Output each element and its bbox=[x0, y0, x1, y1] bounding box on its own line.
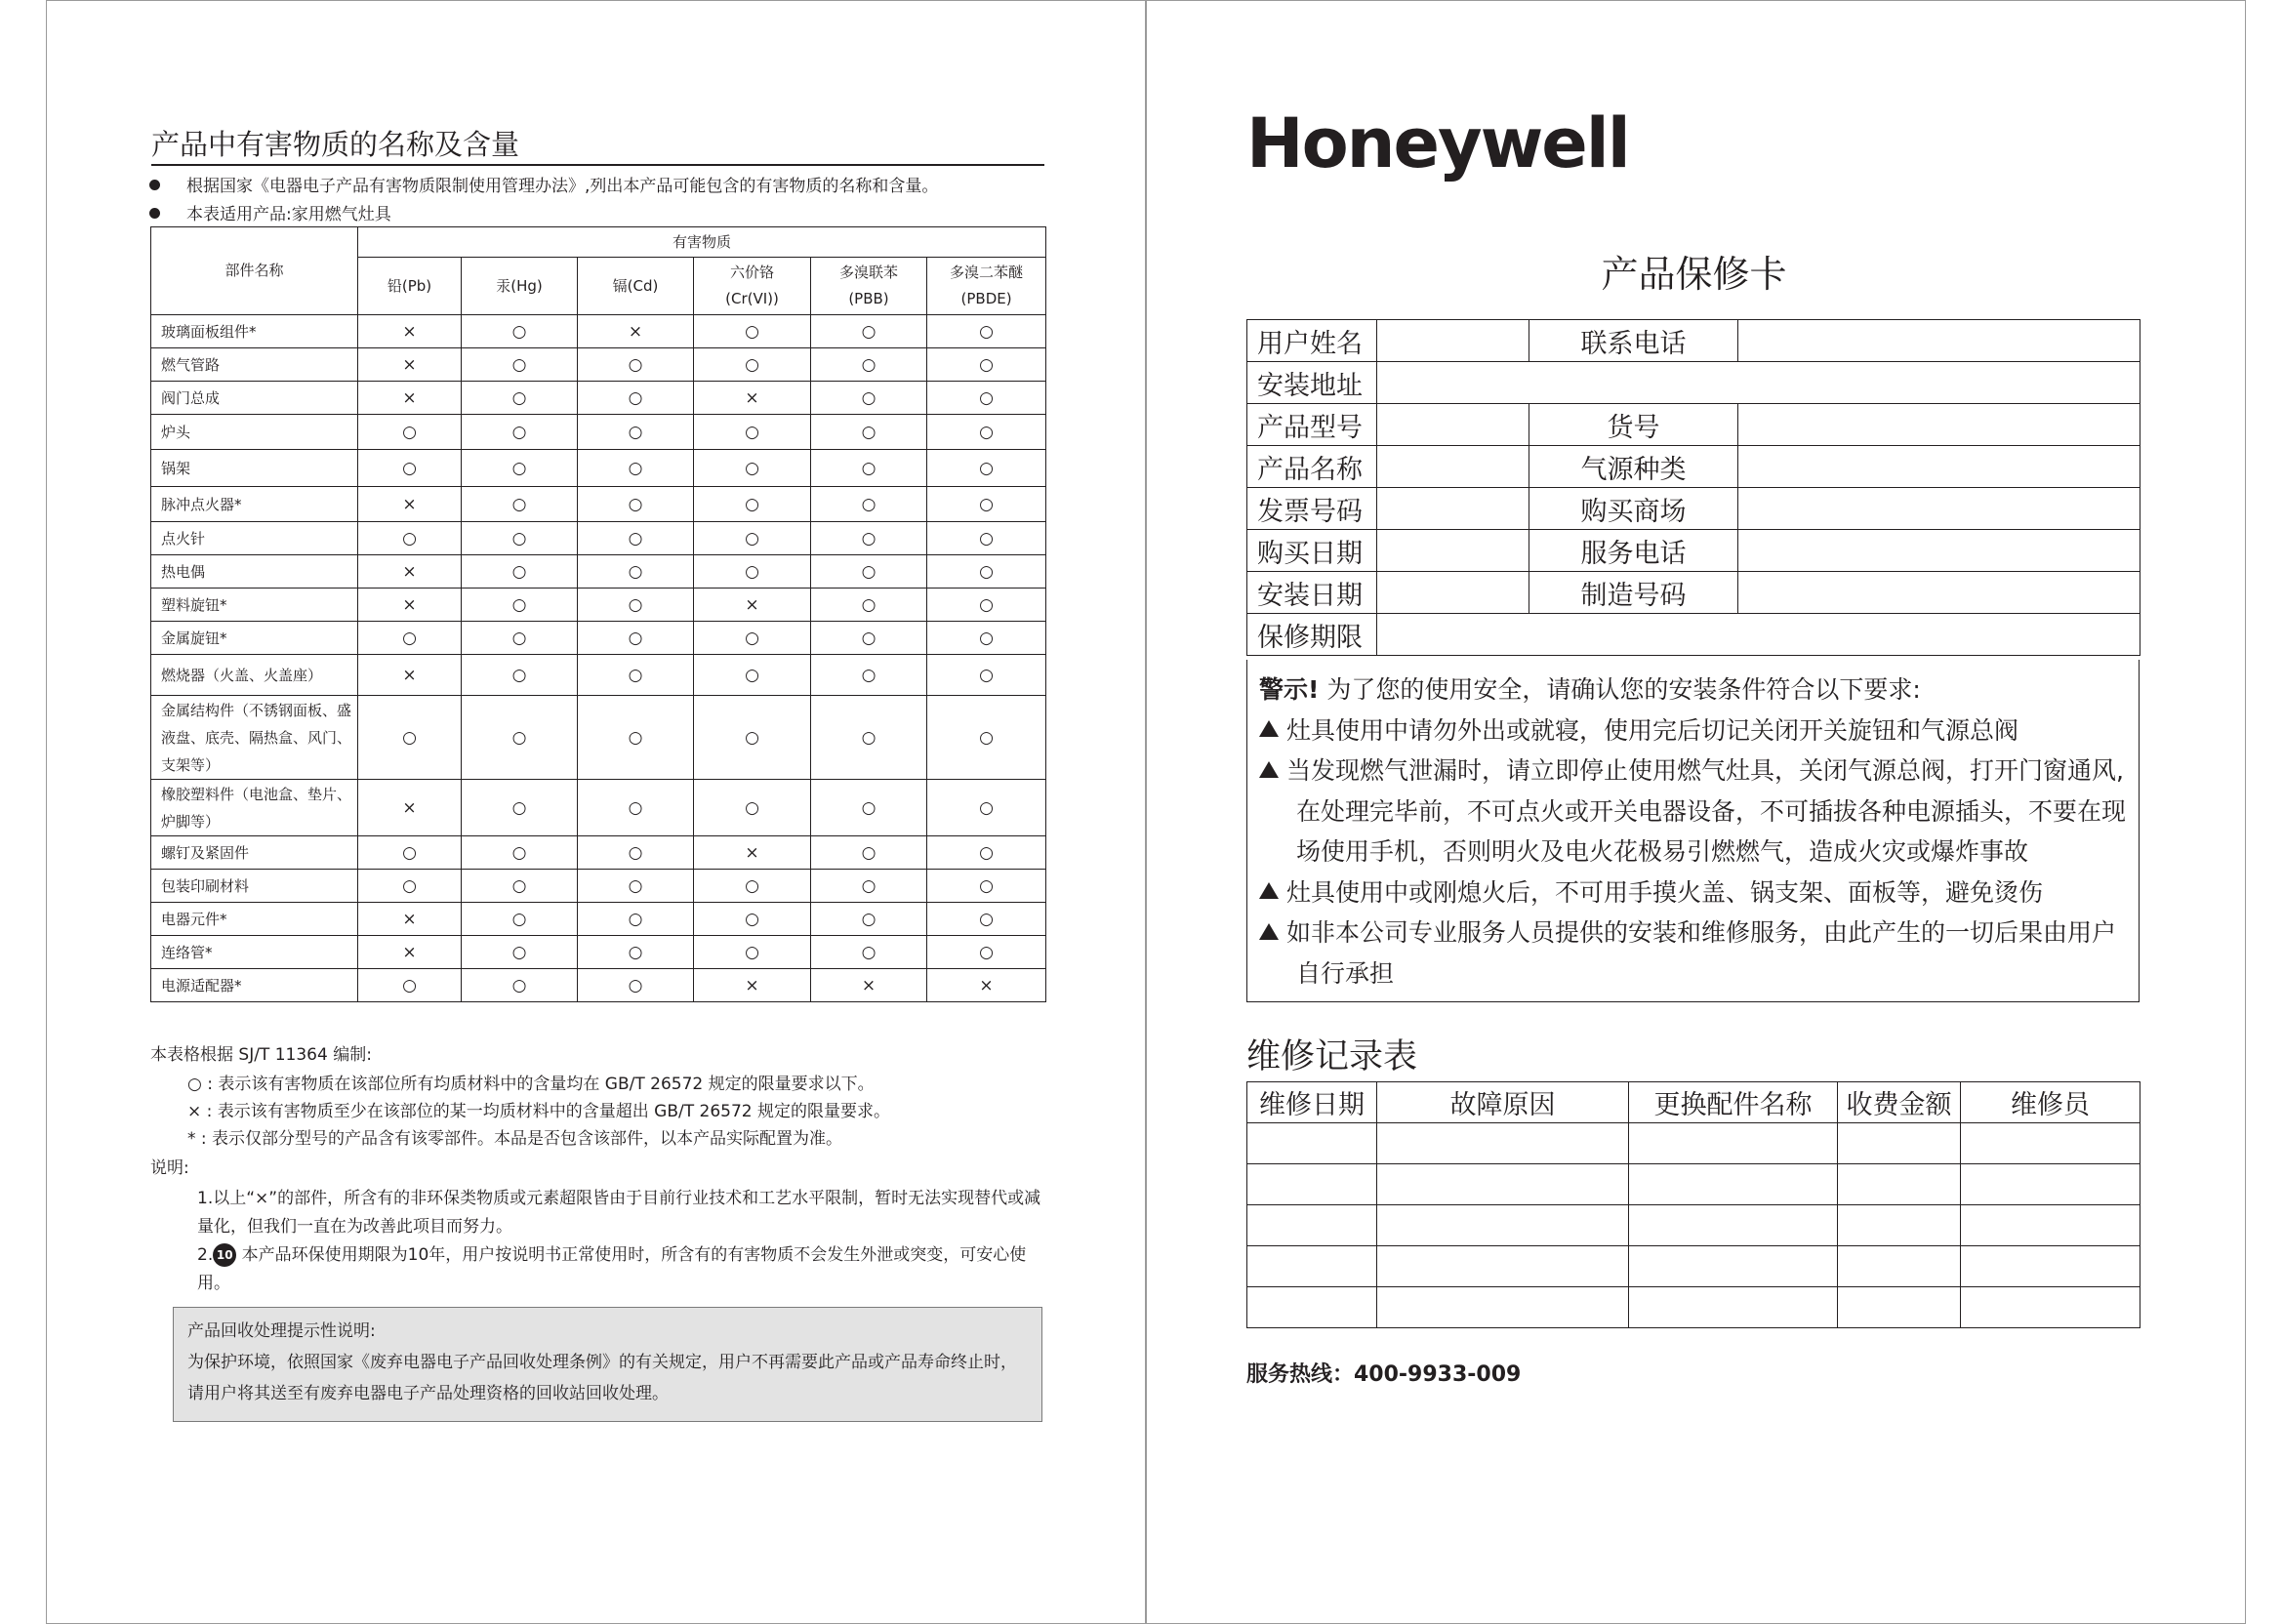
repair-record-row bbox=[1247, 1123, 2140, 1164]
substance-mark-cell: ○ bbox=[927, 522, 1046, 555]
label-warranty-period: 保修期限 bbox=[1247, 614, 1377, 656]
repair-record-cell[interactable] bbox=[1961, 1164, 2140, 1205]
label-install-date: 安装日期 bbox=[1247, 572, 1377, 614]
substance-mark-cell: ○ bbox=[358, 450, 462, 487]
row-warranty-period bbox=[1247, 614, 2140, 656]
substance-mark-cell: ○ bbox=[694, 655, 811, 696]
hazardous-substances-title: 产品中有害物质的名称及含量 bbox=[151, 128, 520, 161]
substance-mark-cell: ○ bbox=[578, 415, 694, 450]
table-row bbox=[151, 870, 1046, 903]
substance-symbol: (PBDE) bbox=[960, 290, 1012, 307]
part-name-cell: 电器元件* bbox=[151, 903, 358, 936]
substance-mark-cell: × bbox=[358, 655, 462, 696]
substance-mark-cell: ○ bbox=[927, 836, 1046, 870]
substance-mark-cell: ○ bbox=[578, 622, 694, 655]
honeywell-logo: Honeywell bbox=[1246, 103, 1629, 183]
part-name-cell: 炉头 bbox=[151, 415, 358, 450]
substance-mark-cell: ○ bbox=[462, 487, 578, 522]
label-user-name: 用户姓名 bbox=[1247, 320, 1377, 362]
part-name-cell: 玻璃面板组件* bbox=[151, 315, 358, 348]
repair-record-cell[interactable] bbox=[1629, 1123, 1838, 1164]
substance-mark-cell: ○ bbox=[694, 780, 811, 836]
substance-mark-cell: ○ bbox=[462, 936, 578, 969]
substance-mark-cell: ○ bbox=[694, 936, 811, 969]
substance-name: 六价铬 bbox=[729, 264, 774, 281]
table-row bbox=[151, 589, 1046, 622]
row-model bbox=[1247, 404, 2140, 446]
explanation-label: 说明: bbox=[150, 1158, 189, 1178]
substance-mark-cell: × bbox=[358, 487, 462, 522]
table-row bbox=[151, 696, 1046, 780]
table-basis-note: 本表格根据 SJ/T 11364 编制: bbox=[150, 1045, 372, 1065]
repair-record-cell[interactable] bbox=[1629, 1164, 1838, 1205]
substance-mark-cell: ○ bbox=[811, 415, 927, 450]
table-row bbox=[151, 555, 1046, 589]
substance-mark-cell: ○ bbox=[462, 903, 578, 936]
explanation-2-text: 本产品环保使用期限为10年，用户按说明书正常使用时，所含有的有害物质不会发生外泄或突变，可安心使用。 bbox=[197, 1245, 1027, 1293]
part-name-cell: 热电偶 bbox=[151, 555, 358, 589]
table-row bbox=[151, 903, 1046, 936]
warning-item: 灶具使用中请勿外出或就寝，使用完后切记关闭开关旋钮和气源总阀 bbox=[1259, 710, 2129, 751]
substance-mark-cell: × bbox=[578, 315, 694, 348]
repair-record-cell[interactable] bbox=[1961, 1287, 2140, 1328]
substance-mark-cell: ○ bbox=[578, 655, 694, 696]
substance-mark-cell: ○ bbox=[578, 348, 694, 382]
substance-mark-cell: ○ bbox=[358, 836, 462, 870]
substance-mark-cell: ○ bbox=[462, 622, 578, 655]
substance-mark-cell: ○ bbox=[811, 696, 927, 780]
repair-record-table bbox=[1246, 1081, 2140, 1328]
substance-mark-cell: ○ bbox=[927, 870, 1046, 903]
repair-record-cell[interactable] bbox=[1377, 1164, 1629, 1205]
warning-heading bbox=[1259, 670, 2129, 710]
part-name-cell: 塑料旋钮* bbox=[151, 589, 358, 622]
safety-warning-box bbox=[1246, 660, 2140, 1002]
substance-mark-cell: × bbox=[694, 969, 811, 1002]
substance-mark-cell: ○ bbox=[811, 555, 927, 589]
substance-mark-cell: ○ bbox=[578, 903, 694, 936]
substance-mark-cell: ○ bbox=[578, 936, 694, 969]
substance-mark-cell: ○ bbox=[462, 780, 578, 836]
label-item-no: 货号 bbox=[1529, 404, 1738, 446]
part-name-cell: 燃气管路 bbox=[151, 348, 358, 382]
field-item-no[interactable] bbox=[1738, 404, 2140, 446]
field-buy-date[interactable] bbox=[1377, 530, 1529, 572]
repair-record-cell[interactable] bbox=[1838, 1287, 1961, 1328]
substance-header bbox=[462, 258, 578, 315]
part-name-cell: 连络管* bbox=[151, 936, 358, 969]
substance-mark-cell: ○ bbox=[694, 555, 811, 589]
substance-mark-cell: ○ bbox=[694, 696, 811, 780]
warning-item: 如非本公司专业服务人员提供的安装和维修服务，由此产生的一切后果由用户自行承担 bbox=[1259, 913, 2129, 994]
field-user-name[interactable] bbox=[1377, 320, 1529, 362]
substance-mark-cell: ○ bbox=[811, 622, 927, 655]
substance-mark-cell: ○ bbox=[358, 696, 462, 780]
substance-mark-cell: ○ bbox=[358, 522, 462, 555]
repair-record-cell[interactable] bbox=[1629, 1287, 1838, 1328]
substance-mark-cell: ○ bbox=[927, 936, 1046, 969]
bullet-dot-icon bbox=[149, 208, 160, 219]
label-service-phone: 服务电话 bbox=[1529, 530, 1738, 572]
substance-mark-cell: ○ bbox=[578, 589, 694, 622]
field-store[interactable] bbox=[1738, 488, 2140, 530]
substance-mark-cell: ○ bbox=[462, 522, 578, 555]
part-name-cell: 锅架 bbox=[151, 450, 358, 487]
warning-triangle-icon bbox=[1259, 720, 1279, 737]
part-name-cell: 包装印刷材料 bbox=[151, 870, 358, 903]
repair-record-cell[interactable] bbox=[1247, 1287, 1377, 1328]
repair-record-cell[interactable] bbox=[1377, 1246, 1629, 1287]
repair-record-cell[interactable] bbox=[1838, 1164, 1961, 1205]
table-row bbox=[151, 348, 1046, 382]
substance-mark-cell: ○ bbox=[927, 780, 1046, 836]
row-buy-date bbox=[1247, 530, 2140, 572]
substance-mark-cell: ○ bbox=[462, 415, 578, 450]
part-name-cell: 螺钉及紧固件 bbox=[151, 836, 358, 870]
repair-record-cell[interactable] bbox=[1247, 1246, 1377, 1287]
bullet-dot-icon bbox=[149, 180, 160, 190]
title-underline bbox=[151, 164, 1044, 166]
legend-cross: × : 表示该有害物质至少在该部位的某一均质材料中的含量超出 GB/T 26572 规定的限量要求。 bbox=[187, 1102, 891, 1121]
substance-mark-cell: ○ bbox=[358, 969, 462, 1002]
table-row bbox=[151, 450, 1046, 487]
repair-record-cell[interactable] bbox=[1838, 1123, 1961, 1164]
substance-mark-cell: ○ bbox=[694, 870, 811, 903]
part-name-cell: 橡胶塑料件（电池盒、垫片、炉脚等） bbox=[151, 780, 358, 836]
substance-mark-cell: ○ bbox=[811, 836, 927, 870]
repair-record-title: 维修记录表 bbox=[1246, 1037, 1418, 1076]
substance-mark-cell: ○ bbox=[462, 589, 578, 622]
substance-mark-cell: ○ bbox=[462, 450, 578, 487]
repair-record-row bbox=[1247, 1205, 2140, 1246]
explanation-2 bbox=[197, 1241, 1046, 1298]
substance-mark-cell: ○ bbox=[462, 969, 578, 1002]
header-replaced-parts: 更换配件名称 bbox=[1629, 1082, 1838, 1123]
warning-intro: 为了您的使用安全，请确认您的安装条件符合以下要求: bbox=[1326, 675, 1921, 704]
substance-mark-cell: × bbox=[358, 780, 462, 836]
substance-mark-cell: ○ bbox=[927, 415, 1046, 450]
substance-mark-cell: ○ bbox=[811, 522, 927, 555]
substance-mark-cell: × bbox=[927, 969, 1046, 1002]
substance-mark-cell: ○ bbox=[811, 382, 927, 415]
repair-record-row bbox=[1247, 1246, 2140, 1287]
field-phone[interactable] bbox=[1738, 320, 2140, 362]
label-gas-type: 气源种类 bbox=[1529, 446, 1738, 488]
repair-record-cell[interactable] bbox=[1247, 1164, 1377, 1205]
substance-header bbox=[578, 258, 694, 315]
hazardous-substances-table bbox=[150, 226, 1046, 1002]
substance-mark-cell: ○ bbox=[811, 936, 927, 969]
substance-mark-cell: ○ bbox=[927, 589, 1046, 622]
substance-mark-cell: ○ bbox=[811, 903, 927, 936]
substance-mark-cell: ○ bbox=[811, 487, 927, 522]
substance-mark-cell: ○ bbox=[694, 315, 811, 348]
substance-mark-cell: ○ bbox=[462, 836, 578, 870]
substance-mark-cell: ○ bbox=[578, 382, 694, 415]
field-service-phone[interactable] bbox=[1738, 530, 2140, 572]
part-name-cell: 点火针 bbox=[151, 522, 358, 555]
substance-header bbox=[811, 258, 927, 315]
table-row bbox=[151, 969, 1046, 1002]
substance-mark-cell: × bbox=[358, 903, 462, 936]
repair-record-cell[interactable] bbox=[1377, 1123, 1629, 1164]
bullet-text: 本表适用产品:家用燃气灶具 bbox=[186, 205, 391, 224]
substance-mark-cell: ○ bbox=[694, 415, 811, 450]
substance-mark-cell: ○ bbox=[811, 348, 927, 382]
substance-mark-cell: ○ bbox=[358, 622, 462, 655]
substance-header bbox=[358, 258, 462, 315]
legend-asterisk: * : 表示仅部分型号的产品含有该零部件。本品是否包含该部件，以本产品实际配置为准。 bbox=[187, 1129, 843, 1149]
substance-mark-cell: ○ bbox=[358, 415, 462, 450]
table-row bbox=[151, 382, 1046, 415]
substance-mark-cell: ○ bbox=[578, 969, 694, 1002]
substance-mark-cell: ○ bbox=[578, 522, 694, 555]
repair-record-cell[interactable] bbox=[1961, 1246, 2140, 1287]
table-row bbox=[151, 836, 1046, 870]
substance-mark-cell: ○ bbox=[578, 780, 694, 836]
warranty-info-table bbox=[1246, 319, 2140, 656]
substance-mark-cell: × bbox=[358, 315, 462, 348]
field-model[interactable] bbox=[1377, 404, 1529, 446]
field-gas-type[interactable] bbox=[1738, 446, 2140, 488]
table-row bbox=[151, 655, 1046, 696]
substance-mark-cell: × bbox=[358, 348, 462, 382]
table-row bbox=[151, 315, 1046, 348]
row-product bbox=[1247, 446, 2140, 488]
substance-mark-cell: ○ bbox=[578, 555, 694, 589]
table-row bbox=[151, 522, 1046, 555]
substance-mark-cell: ○ bbox=[927, 450, 1046, 487]
part-name-cell: 电源适配器* bbox=[151, 969, 358, 1002]
bullet-regulation bbox=[149, 172, 938, 196]
explanation-1: 1.以上“×”的部件，所含有的非环保类物质或元素超限皆由于目前行业技术和工艺水平限制，暂时无法实现替代或减量化，但我们一直在为改善此项目而努力。 bbox=[197, 1189, 1041, 1237]
warning-item: 当发现燃气泄漏时，请立即停止使用燃气灶具，关闭气源总阀，打开门窗通风,在处理完毕前，不可点火或开关电器设备，不可插拔各种电源插头，不要在现场使用手机，否则明火及电火花极易引燃燃气，造成火灾或爆炸事故 bbox=[1259, 751, 2129, 873]
substance-header bbox=[694, 258, 811, 315]
part-name-cell: 金属旋钮* bbox=[151, 622, 358, 655]
part-name-cell: 阀门总成 bbox=[151, 382, 358, 415]
repair-record-cell[interactable] bbox=[1377, 1287, 1629, 1328]
substance-mark-cell: ○ bbox=[462, 655, 578, 696]
substance-group-header: 有害物质 bbox=[358, 227, 1046, 258]
warning-triangle-icon bbox=[1259, 923, 1279, 940]
substance-mark-cell: ○ bbox=[927, 487, 1046, 522]
substance-mark-cell: ○ bbox=[927, 315, 1046, 348]
label-invoice: 发票号码 bbox=[1247, 488, 1377, 530]
label-model: 产品型号 bbox=[1247, 404, 1377, 446]
legend-circle: ○ : 表示该有害物质在该部位所有均质材料中的含量均在 GB/T 26572 规定的限量要求以下。 bbox=[187, 1075, 875, 1094]
epup-10-icon: 10 bbox=[213, 1243, 236, 1267]
substance-mark-cell: ○ bbox=[694, 487, 811, 522]
service-hotline: 服务热线：400-9933-009 bbox=[1246, 1362, 1522, 1387]
substance-mark-cell: ○ bbox=[578, 487, 694, 522]
bullet-scope bbox=[149, 200, 391, 224]
substance-mark-cell: ○ bbox=[462, 315, 578, 348]
repair-record-cell[interactable] bbox=[1838, 1246, 1961, 1287]
substance-mark-cell: ○ bbox=[811, 655, 927, 696]
substance-mark-cell: × bbox=[358, 382, 462, 415]
substance-mark-cell: ○ bbox=[358, 870, 462, 903]
substance-mark-cell: ○ bbox=[462, 696, 578, 780]
label-buy-date: 购买日期 bbox=[1247, 530, 1377, 572]
substance-mark-cell: ○ bbox=[927, 622, 1046, 655]
substance-mark-cell: ○ bbox=[811, 589, 927, 622]
substance-mark-cell: ○ bbox=[578, 836, 694, 870]
field-install-date[interactable] bbox=[1377, 572, 1529, 614]
substance-mark-cell: ○ bbox=[462, 348, 578, 382]
substance-mark-cell: × bbox=[694, 836, 811, 870]
substance-symbol: (PBB) bbox=[848, 290, 889, 307]
part-name-header: 部件名称 bbox=[151, 227, 358, 315]
substance-mark-cell: × bbox=[358, 589, 462, 622]
substance-mark-cell: × bbox=[811, 969, 927, 1002]
substance-mark-cell: ○ bbox=[927, 555, 1046, 589]
substance-mark-cell: ○ bbox=[694, 903, 811, 936]
substance-name: 多溴联苯 bbox=[838, 264, 898, 281]
substance-mark-cell: ○ bbox=[927, 903, 1046, 936]
substance-mark-cell: ○ bbox=[811, 315, 927, 348]
substance-mark-cell: ○ bbox=[927, 382, 1046, 415]
substance-mark-cell: × bbox=[694, 589, 811, 622]
substance-mark-cell: ○ bbox=[694, 622, 811, 655]
field-invoice[interactable] bbox=[1377, 488, 1529, 530]
substance-mark-cell: × bbox=[694, 382, 811, 415]
substance-mark-cell: × bbox=[358, 555, 462, 589]
repair-record-cell[interactable] bbox=[1838, 1205, 1961, 1246]
header-technician: 维修员 bbox=[1961, 1082, 2140, 1123]
warning-item: 灶具使用中或刚熄火后，不可用手摸火盖、锅支架、面板等，避免烫伤 bbox=[1259, 873, 2129, 914]
bullet-text: 根据国家《电器电子产品有害物质限制使用管理办法》,列出本产品可能包含的有害物质的名称和含量。 bbox=[186, 177, 939, 196]
repair-record-cell[interactable] bbox=[1247, 1123, 1377, 1164]
row-address bbox=[1247, 362, 2140, 404]
header-repair-date: 维修日期 bbox=[1247, 1082, 1377, 1123]
label-product-name: 产品名称 bbox=[1247, 446, 1377, 488]
row-user bbox=[1247, 320, 2140, 362]
label-serial: 制造号码 bbox=[1529, 572, 1738, 614]
warranty-card-title: 产品保修卡 bbox=[1601, 253, 1787, 296]
warning-triangle-icon bbox=[1259, 882, 1279, 899]
table-row bbox=[151, 415, 1046, 450]
substance-mark-cell: ○ bbox=[927, 348, 1046, 382]
substance-mark-cell: ○ bbox=[694, 450, 811, 487]
label-phone: 联系电话 bbox=[1529, 320, 1738, 362]
explanation-2-number: 2. bbox=[197, 1245, 214, 1265]
substance-mark-cell: ○ bbox=[694, 348, 811, 382]
table-row bbox=[151, 487, 1046, 522]
substance-mark-cell: ○ bbox=[811, 450, 927, 487]
part-name-cell: 金属结构件（不锈钢面板、盛液盘、底壳、隔热盒、风门、支架等） bbox=[151, 696, 358, 780]
repair-record-cell[interactable] bbox=[1247, 1205, 1377, 1246]
field-warranty-period[interactable] bbox=[1377, 614, 2140, 656]
part-name-cell: 脉冲点火器* bbox=[151, 487, 358, 522]
recycle-notice-box bbox=[173, 1307, 1042, 1422]
repair-record-row bbox=[1247, 1164, 2140, 1205]
row-install-date bbox=[1247, 572, 2140, 614]
label-store: 购买商场 bbox=[1529, 488, 1738, 530]
substance-mark-cell: × bbox=[358, 936, 462, 969]
repair-record-cell[interactable] bbox=[1961, 1205, 2140, 1246]
table-row bbox=[151, 622, 1046, 655]
substance-mark-cell: ○ bbox=[811, 780, 927, 836]
warning-triangle-icon bbox=[1259, 761, 1279, 778]
substance-mark-cell: ○ bbox=[578, 450, 694, 487]
substance-name: 汞(Hg) bbox=[496, 276, 543, 295]
substance-mark-cell: ○ bbox=[462, 382, 578, 415]
warning-label: 警示! bbox=[1259, 675, 1320, 704]
substance-header bbox=[927, 258, 1046, 315]
field-address[interactable] bbox=[1377, 362, 2140, 404]
substance-name: 镉(Cd) bbox=[612, 276, 659, 295]
label-address: 安装地址 bbox=[1247, 362, 1377, 404]
substance-mark-cell: ○ bbox=[927, 655, 1046, 696]
substance-mark-cell: ○ bbox=[927, 696, 1046, 780]
substance-mark-cell: ○ bbox=[694, 522, 811, 555]
repair-header-row bbox=[1247, 1082, 2140, 1123]
substance-symbol: (Cr(VI)) bbox=[725, 290, 779, 307]
substance-mark-cell: ○ bbox=[578, 696, 694, 780]
substance-name: 多溴二苯醚 bbox=[950, 264, 1024, 281]
repair-record-cell[interactable] bbox=[1629, 1205, 1838, 1246]
row-invoice bbox=[1247, 488, 2140, 530]
recycle-text: 为保护环境，依照国家《废弃电器电子产品回收处理条例》的有关规定，用户不再需要此产品或产品寿命终止时，请用户将其送至有废弃电器电子产品处理资格的回收站回收处理。 bbox=[187, 1353, 1017, 1403]
substance-mark-cell: ○ bbox=[811, 870, 927, 903]
field-serial[interactable] bbox=[1738, 572, 2140, 614]
header-fee: 收费金额 bbox=[1838, 1082, 1961, 1123]
substance-mark-cell: ○ bbox=[578, 870, 694, 903]
repair-record-cell[interactable] bbox=[1629, 1246, 1838, 1287]
table-row bbox=[151, 780, 1046, 836]
repair-record-cell[interactable] bbox=[1961, 1123, 2140, 1164]
part-name-cell: 燃烧器（火盖、火盖座） bbox=[151, 655, 358, 696]
field-product-name[interactable] bbox=[1377, 446, 1529, 488]
substance-mark-cell: ○ bbox=[462, 870, 578, 903]
header-fault-cause: 故障原因 bbox=[1377, 1082, 1629, 1123]
substance-name: 铅(Pb) bbox=[387, 276, 432, 295]
substance-mark-cell: ○ bbox=[462, 555, 578, 589]
repair-record-cell[interactable] bbox=[1377, 1205, 1629, 1246]
recycle-title: 产品回收处理提示性说明: bbox=[187, 1321, 376, 1341]
repair-record-row bbox=[1247, 1287, 2140, 1328]
table-row bbox=[151, 936, 1046, 969]
